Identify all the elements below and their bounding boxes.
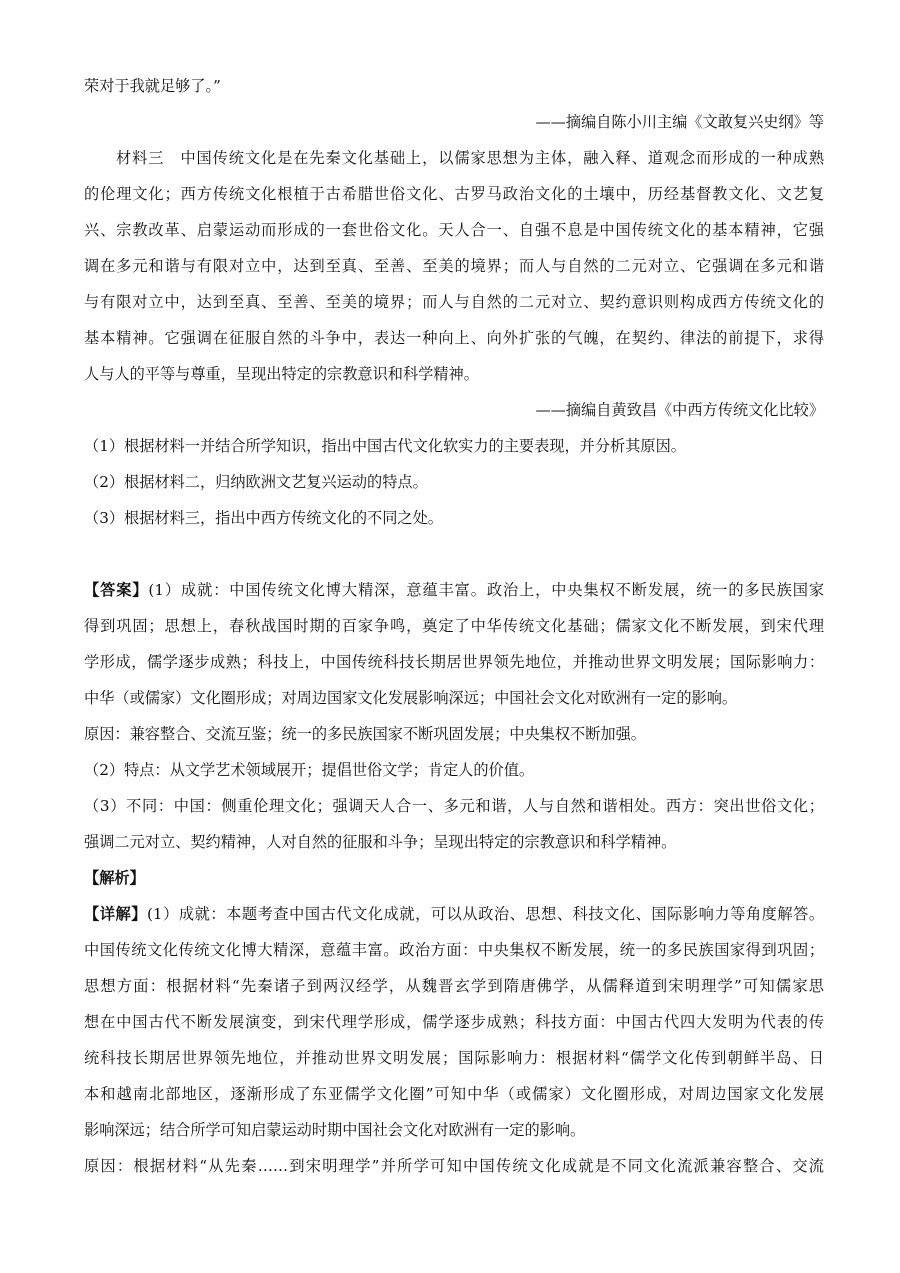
answer-line: 学形成，儒学逐步成熟；科技上，中国传统科技长期居世界领先地位，并推动世界文明发展；国际影响力：	[84, 653, 824, 671]
answer-line: 中华（或儒家）文化圈形成；对周边国家文化发展影响深远；中国社会文化对欧洲有一定的影响。	[84, 689, 738, 707]
material2-tail: 荣对于我就足够了。”	[84, 77, 221, 95]
detail-line-1	[84, 904, 824, 924]
material3-line: 与有限对立中，达到至真、至善、至美的境界；而人与自然的二元对立、契约意识则构成西方传统文化的	[84, 293, 824, 311]
question-3: （3）根据材料三，指出中西方传统文化的不同之处。	[84, 509, 443, 527]
question-2: （2）根据材料二，归纳欧洲文艺复兴运动的特点。	[84, 473, 428, 491]
detail-line: 本和越南北部地区，逐渐形成了东亚儒学文化圈”可知中华（或儒家）文化圈形成，对周边国家文化发展	[84, 1085, 824, 1103]
answer-line: 得到巩固；思想上，春秋战国时期的百家争鸣，奠定了中华传统文化基础；儒家文化不断发展，到宋代理	[84, 617, 824, 635]
material3-line: 基本精神。它强调在征服自然的斗争中，表达一种向上、向外扩张的气魄，在契约、律法的前提下，求得	[84, 329, 824, 347]
material2-source: ——摘编自陈小川主编《文敢复兴史纲》等	[535, 113, 824, 131]
answer-line: 强调二元对立、契约精神，人对自然的征服和斗争；呈现出特定的宗教意识和科学精神。	[84, 833, 677, 851]
material3-source: ——摘编自黄致昌《中西方传统文化比较》	[535, 401, 824, 419]
detail-line: 原因：根据材料“从先秦……到宋明理学”并所学可知中国传统文化成就是不同文化流派兼容整合、交流	[84, 1157, 824, 1175]
answer-line: （2）特点：从文学艺术领域展开；提倡世俗文学；肯定人的价值。	[84, 761, 535, 779]
answer-line: 原因：兼容整合、交流互鉴；统一的多民族国家不断巩固发展；中央集权不断加强。	[84, 725, 646, 743]
detail-label: 【详解】	[84, 905, 147, 923]
material3-line: 兴、宗教改革、启蒙运动而形成的一套世俗文化。天人合一、自强不息是中国传统文化的基本精神，它强	[84, 221, 824, 239]
question-1: （1）根据材料一并结合所学知识，指出中国古代文化软实力的主要表现，并分析其原因。	[84, 437, 686, 455]
material3-line: 的伦理文化；西方传统文化根植于古希腊世俗文化、古罗马政治文化的土壤中，历经基督教文化、文艺复	[84, 185, 824, 203]
answer-label: 【答案】	[84, 581, 149, 599]
material3-line: 调在多元和谐与有限对立中，达到至真、至善、至美的境界；而人与自然的二元对立、它强调在多元和谐	[84, 257, 824, 275]
detail-line: 影响深远；结合所学可知启蒙运动时期中国社会文化对欧洲有一定的影响。	[84, 1121, 586, 1139]
detail-text: (1）成就：本题考查中国古代文化成就，可以从政治、思想、科技文化、国际影响力等角度解答。	[147, 905, 824, 923]
detail-line: 统科技长期居世界领先地位，并推动世界文明发展；国际影响力：根据材料“儒学文化传到朝鲜半岛、日	[84, 1049, 824, 1067]
answer-line-1	[84, 580, 824, 600]
answer-line: （3）不同：中国：侧重伦理文化；强调天人合一、多元和谐，人与自然和谐相处。西方：突出世俗文化；	[84, 797, 824, 815]
detail-line: 思想方面：根据材料“先秦诸子到两汉经学，从魏晋玄学到隋唐佛学，从儒释道到宋明理学”可知儒家思	[84, 977, 824, 995]
analysis-label: 【解析】	[84, 869, 145, 887]
material3-line: 人与人的平等与尊重，呈现出特定的宗教意识和科学精神。	[84, 365, 479, 383]
answer-text: (1）成就：中国传统文化博大精深，意蕴丰富。政治上，中央集权不断发展，统一的多民族国家	[148, 581, 824, 599]
detail-line: 想在中国古代不断发展演变，到宋代理学形成，儒学逐步成熟；科技方面：中国古代四大发明为代表的传	[84, 1013, 824, 1031]
material3-line: 材料三 中国传统文化是在先秦文化基础上，以儒家思想为主体，融入释、道观念而形成的一种成熟	[116, 149, 824, 167]
detail-line: 中国传统文化传统文化博大精深，意蕴丰富。政治方面：中央集权不断发展，统一的多民族国家得到巩固；	[84, 941, 824, 959]
